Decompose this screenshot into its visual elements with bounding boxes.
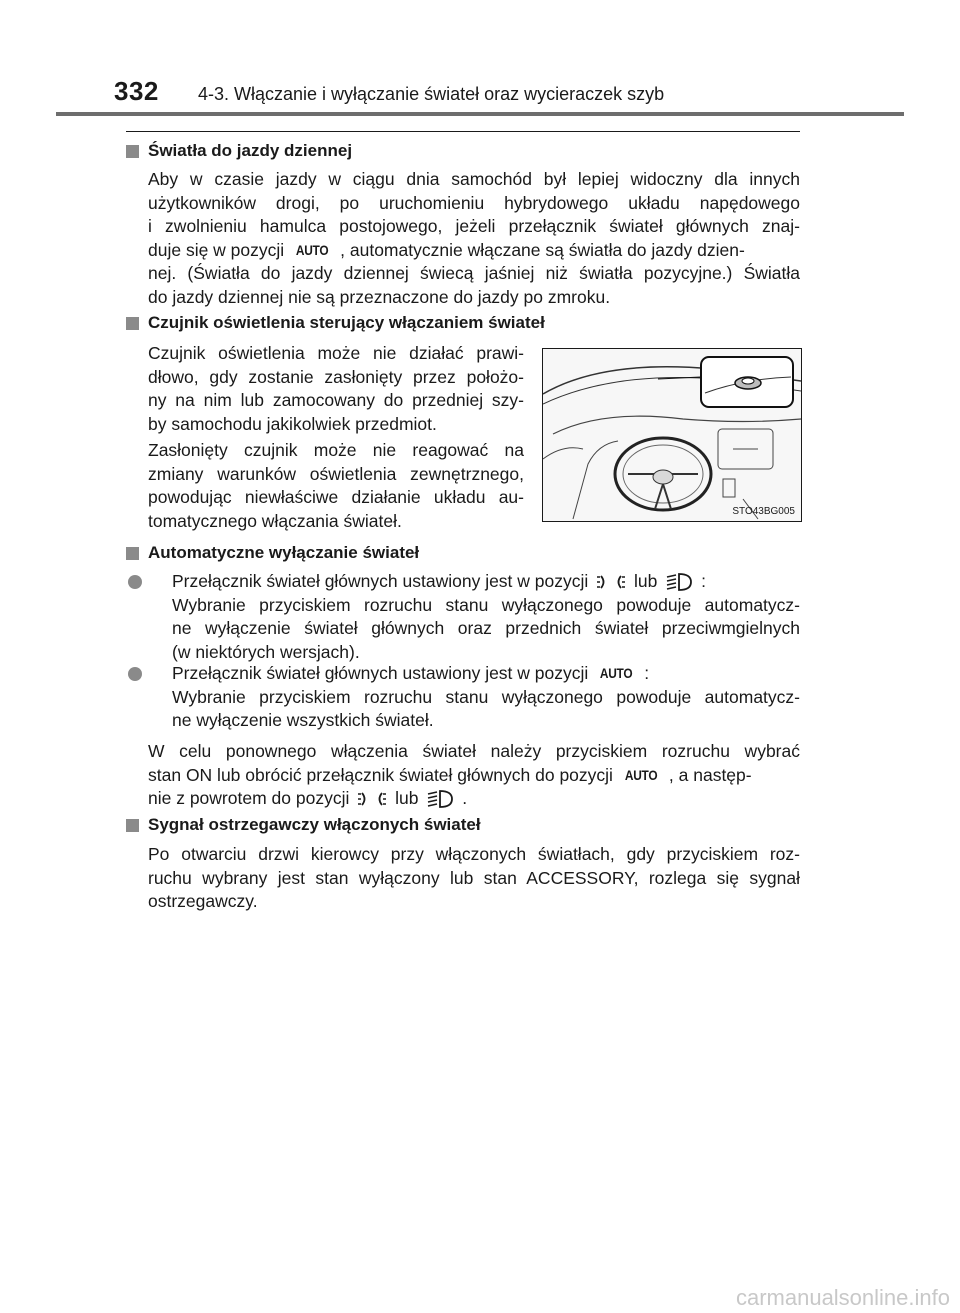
headlight-icon — [666, 572, 692, 592]
round-bullet-icon — [128, 575, 142, 589]
auto-icon: AUTO — [624, 766, 658, 783]
heading-daytime-running-lights: Światła do jazdy dziennej — [126, 141, 352, 161]
square-bullet-icon — [126, 819, 139, 832]
heading-light-sensor: Czujnik oświetlenia sterujący włączaniem świateł — [126, 313, 545, 333]
paragraph-daytime-running-lights: Aby w czasie jazdy w ciągu dnia samochód był lepiej widoczny dla innych użytkowników drogi, po uruchomieniu hybrydowego układu napędowego i zwolnieniu hamulca postojowego, jeżeli przełącznik świateł głównych znaj- duje się w pozycji AUTO , automatycznie włączane są światła do jazdy dzien- nej. (Światła do jazdy dziennej świecą jaśniej niż światła pozycyjne.) Światła do jazdy dziennej nie są przeznaczone do jazdy po zmroku. — [148, 169, 800, 307]
figure-code: STO43BG005 — [732, 506, 795, 517]
heading-auto-off: Automatyczne wyłączanie świateł — [126, 543, 419, 563]
tail-light-icon — [358, 789, 386, 809]
header-divider — [56, 112, 904, 116]
section-divider — [126, 131, 800, 132]
square-bullet-icon — [126, 317, 139, 330]
square-bullet-icon — [126, 547, 139, 560]
round-bullet-icon — [128, 667, 142, 681]
paragraph-lights-on-warning: Po otwarciu drzwi kierowcy przy włączonych światłach, gdy przyciskiem roz- ruchu wybrany jest stan wyłączony lub stan ACCESSORY, rozlega się sygnał ostrzegawczy. — [148, 844, 800, 911]
square-bullet-icon — [126, 145, 139, 158]
paragraph-sensor-1: Czujnik oświetlenia może nie działać prawi- dłowo, gdy zostanie zasłonięty przez położo- ny na nim lub zamocowany do przedniej szy- by samochodu jakikolwiek przedmiot. — [148, 343, 524, 434]
page-number: 332 — [114, 76, 159, 106]
auto-icon: AUTO — [600, 665, 633, 681]
bullet-tail-headlight-position: Przełącznik świateł głównych ustawiony jest w pozycji lub : Wybranie przyciskiem rozruchu stanu wyłączonego powoduje automatycz- ne wyłączenie świateł głównych oraz przednich świateł przeciwmgielnych (w niektórych wersjach). — [126, 570, 800, 664]
dashboard-drawing — [543, 349, 801, 521]
dashboard-sensor-illustration — [542, 348, 802, 522]
heading-lights-on-warning: Sygnał ostrzegawczy włączonych świateł — [126, 815, 481, 835]
headlight-icon — [427, 789, 453, 809]
bullet-auto-position: Przełącznik świateł głównych ustawiony jest w pozycji AUTO : Wybranie przyciskiem rozruchu stanu wyłączonego powoduje automatycz- ne wyłączenie wszystkich świateł. — [126, 662, 800, 732]
auto-icon: AUTO — [295, 241, 329, 258]
paragraph-sensor-2: Zasłonięty czujnik może nie reagować na zmiany warunków oświetlenia zewnętrznego, powodując niewłaściwe działanie układu au- tomatycznego włączania świateł. — [148, 440, 524, 531]
chapter-title: 4-3. Włączanie i wyłączanie świateł oraz wycieraczek szyb — [198, 84, 665, 104]
watermark: carmanualsonline.info — [735, 1285, 950, 1310]
tail-light-icon — [597, 572, 625, 592]
paragraph-turn-lights-on-again: W celu ponownego włączenia świateł należy przyciskiem rozruchu wybrać stan ON lub obrócić przełącznik świateł głównych do pozycji AUTO , a następ- nie z powrotem do pozycji lub . — [148, 741, 800, 808]
